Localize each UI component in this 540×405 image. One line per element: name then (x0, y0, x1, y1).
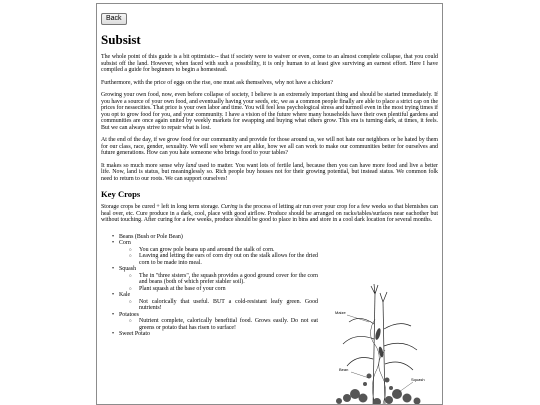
page-title: Subsist (101, 32, 141, 47)
crop-note: ○ Nutrient complete, calorically benefitial food. Grows easily. Do not eat greens or potato that has risen to surface! (135, 318, 318, 331)
leaf-clusters (336, 374, 421, 405)
text-run: It makes so much more sense why (101, 162, 186, 169)
crop-item (113, 312, 318, 332)
crop-item (113, 292, 318, 312)
crop-notes (119, 247, 318, 267)
crop-notes (119, 318, 318, 331)
three-sisters-illustration (325, 284, 435, 405)
text-run: Storage crops be cured + left in long term storage. (101, 204, 221, 210)
crop-note: ○ Plant squash at the base of your corn (135, 286, 318, 293)
text-run: is the process of letting air run over your crop for a few weeks so that blemishes can heal over, etc. Cure produce in a dark, cool, place with good airflow. Produce should be arranged on racks/tables/surfaces near eachother but without touching. After curing for a few weeks, produce should be good to place in bins and store in a cool dark location for several months. (101, 204, 438, 223)
intro-paragraph-1: The whole point of this guide is a bit optimistic-- that if society were to waiver or even, come to an almost complete collapse, that you could subsist off the land. However, when faced with such a possibility, it is only human to at least give surviving an earnest effort. Here I have compiled a guide for beginners to begin a homestead. (101, 54, 438, 73)
crop-item (113, 240, 318, 266)
crop-name: Beans (Bush or Pole Bean) (119, 233, 183, 240)
crop-name: Kale (119, 292, 131, 298)
section-heading-key-crops: Key Crops (101, 189, 141, 199)
crop-list (101, 234, 318, 338)
crop-name: Squash (119, 266, 137, 272)
curing-paragraph (101, 204, 438, 224)
squash-label: Squash (411, 377, 425, 382)
article-page (96, 3, 443, 405)
emphasis-land: land (185, 162, 197, 169)
crop-note: ○ Leaving and letting the ears of corn dry out on the stalk allows for the dried corn to be made into meal. (135, 253, 318, 266)
crop-item (113, 266, 318, 292)
emphasis-curing: Curing (220, 204, 238, 210)
crop-note: ○ The in "three sisters", the squash provides a good ground cover for the corn and beans (both of which prefer stabler soil). (135, 273, 318, 286)
crop-name: Potatoes (119, 311, 139, 318)
intro-paragraph-5 (101, 163, 438, 183)
crop-note: ○ Not calorically that useful. BUT a cold-resistant leafy green. Good nutrients! (135, 299, 318, 312)
intro-paragraph-4: At the end of the day, if we grow food for our community and provide for those around us, we will not hate our neighbors or be hated by them for our class, race, gender, sexuality. We will see where we are alike, how we all can work to make our communities better for ourselves and future generations. How can you hate someone who brings food to your tables? (101, 137, 438, 156)
intro-paragraph-3: Growing your own food, now, even before collapse of society, I believe is an extremely important thing and should be started immediately. If you have a source of your own food, and eventually having your seeds, etc, we as a common people finally are able to place a strict cap on the prices for nessecities. That price is your own labor and time. You will feel less psychological stress and turmoil even in the most trying times if you opt to grow food for you, and your community. I have a vision of the future where many households have their own plentiful gardens and communities are once again united by weekly markets for swapping and buying what others grow. This era is turning dark, at times, it feels. But we can always strive to repair what is lost. (101, 92, 438, 131)
text-run: used to matter. You want lots of fertile land, because then you can have more food and live a better life. Now, land is status, but meaninglessly so. Rich people buy houses not for their growing potential, but instead status. We common folk need to return to our roots. We can support ourselves! (101, 162, 438, 182)
maize-label: Maize (335, 310, 346, 315)
crop-notes (119, 273, 318, 293)
crop-note: ○ You can grow pole beans up and around the stalk of corn. (135, 247, 318, 254)
crop-item (113, 331, 318, 338)
crop-name: Corn (119, 240, 131, 246)
intro-paragraph-2: Furthermore, with the price of eggs on the rise, one must ask themselves, why not have a chicken? (101, 79, 333, 86)
crop-notes (119, 299, 318, 312)
crop-name: Sweet Potato (119, 331, 150, 337)
bean-label: Bean (339, 367, 349, 372)
back-button[interactable]: Back (101, 13, 127, 25)
